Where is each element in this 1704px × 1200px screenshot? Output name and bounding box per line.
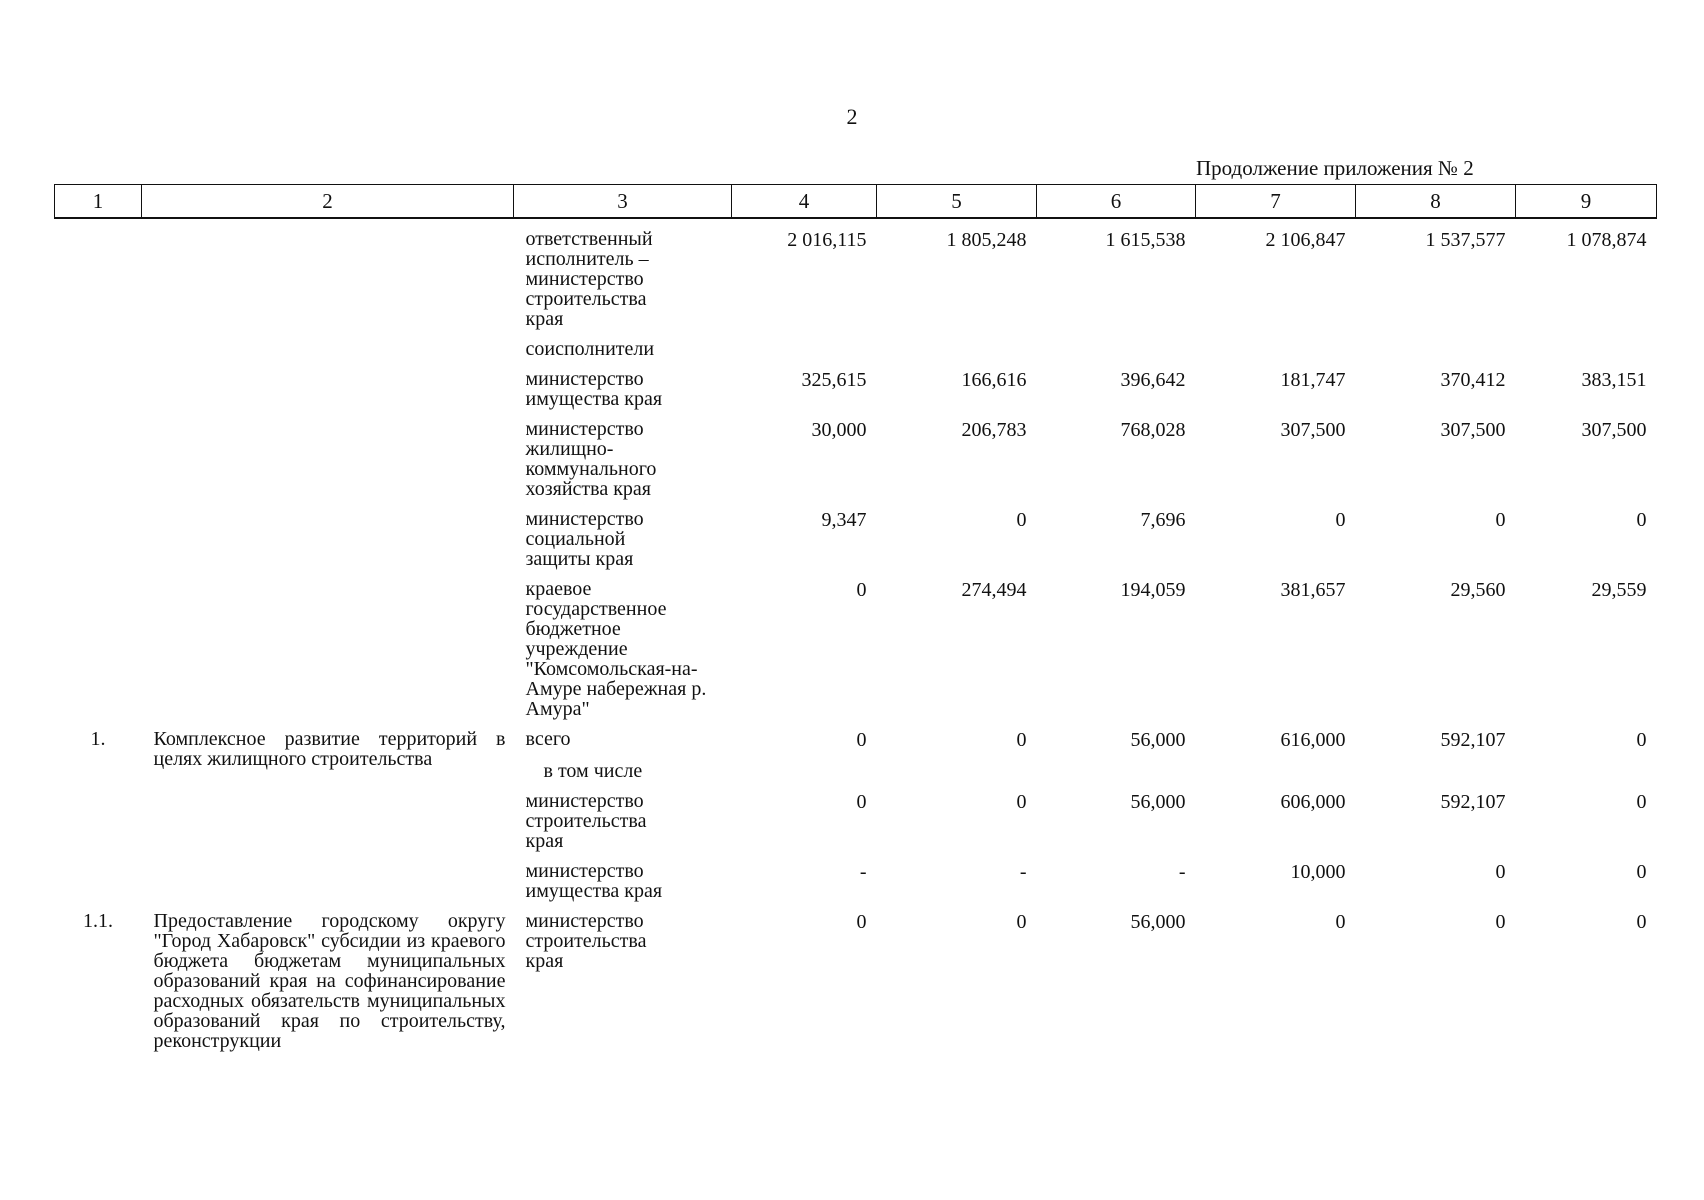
row-index (55, 857, 142, 907)
table-row (55, 218, 1657, 335)
row-value (732, 757, 877, 787)
row-executor: в том числе (543, 760, 643, 782)
row-index (55, 575, 142, 725)
row-executor (514, 218, 732, 335)
row-value: 0 (1495, 911, 1506, 933)
row-value: 1 537,577 (1425, 229, 1506, 251)
row-executor: всего (525, 728, 571, 750)
row-value: 10,000 (1290, 861, 1346, 883)
row-name: Предоставление городскому округу "Город Хабаровск" субсидии из краевого бюджета бюджетам муниципальных образований края на софинансирование расходных обязательств муниципальных образований края по строительству, реконструкции (153, 910, 506, 1052)
header-row (55, 185, 1657, 219)
row-value: 2 106,847 (1265, 229, 1346, 251)
row-executor-text: министерство строительства края (525, 910, 647, 972)
row-executor-text: министерство строительства края (525, 790, 647, 852)
row-value: 0 (1495, 861, 1506, 883)
row-value: 307,500 (1440, 419, 1506, 441)
row-executor: соисполнители (525, 338, 655, 360)
budget-table (54, 184, 1657, 1057)
row-value (877, 757, 1037, 787)
table-row (55, 415, 1657, 505)
header-cell: 6 (1037, 185, 1196, 219)
header-cell: 5 (877, 185, 1037, 219)
row-value: - (859, 861, 867, 883)
row-value: 7,696 (1140, 509, 1186, 531)
row-value: 166,616 (961, 369, 1027, 391)
row-value: 616,000 (1280, 729, 1346, 751)
row-value: 0 (1636, 729, 1647, 751)
row-executor-text: министерство социальной защиты края (525, 508, 644, 570)
row-index: 1. (90, 728, 106, 750)
row-value (1196, 757, 1356, 787)
row-name: Комплексное развитие территорий в целях жилищного строительства (153, 728, 506, 770)
row-value: 2 016,115 (787, 229, 867, 251)
row-value: 0 (1016, 729, 1027, 751)
row-executor (514, 575, 732, 725)
row-value: 0 (1016, 791, 1027, 813)
row-value: 0 (1495, 509, 1506, 531)
continuation-caption: Продолжение приложения № 2 (1196, 156, 1474, 180)
row-value (1356, 335, 1516, 365)
row-value: 30,000 (811, 419, 867, 441)
row-value: 1 078,874 (1566, 229, 1647, 251)
row-name (142, 505, 514, 575)
row-index (55, 415, 142, 505)
row-executor-text: министерство имущества края (525, 860, 663, 902)
row-value: 0 (1636, 911, 1647, 933)
row-index (55, 505, 142, 575)
row-value: 1 615,538 (1105, 229, 1186, 251)
row-value: 0 (1636, 509, 1647, 531)
row-value: 0 (856, 911, 867, 933)
row-index: 1.1. (83, 910, 113, 932)
row-value: 0 (856, 791, 867, 813)
header-cell: 8 (1356, 185, 1516, 219)
row-value: 0 (1636, 791, 1647, 813)
row-value: 0 (856, 729, 867, 751)
row-value: 0 (1016, 911, 1027, 933)
row-index (55, 335, 142, 365)
row-index (55, 757, 142, 787)
row-value: 274,494 (961, 579, 1027, 601)
row-index (55, 365, 142, 415)
row-value: 29,560 (1450, 579, 1506, 601)
row-value: 307,500 (1280, 419, 1346, 441)
row-value: 0 (1335, 911, 1346, 933)
row-value: 381,657 (1280, 579, 1346, 601)
row-executor-text: министерство жилищно-коммунального хозяйства края (525, 418, 657, 500)
row-name (142, 335, 514, 365)
page-number: 2 (846, 104, 858, 129)
row-executor-text: краевое государственное бюджетное учреждение "Комсомольская-на-Амуре набережная р. Амура" (525, 578, 707, 720)
row-index (55, 218, 142, 335)
row-value: 0 (1335, 509, 1346, 531)
row-value: 29,559 (1591, 579, 1647, 601)
row-executor (514, 907, 732, 1057)
row-value: 592,107 (1440, 729, 1506, 751)
row-index (55, 787, 142, 857)
row-executor-text: министерство имущества края (525, 368, 663, 410)
row-value (1037, 757, 1196, 787)
table-row (55, 725, 1657, 757)
row-value: 383,151 (1581, 369, 1647, 391)
row-value: 9,347 (821, 509, 867, 531)
row-value: 56,000 (1130, 791, 1186, 813)
header-cell: 1 (55, 185, 142, 219)
row-value (1196, 335, 1356, 365)
table-row (55, 907, 1657, 1057)
row-value (1037, 335, 1196, 365)
table-row (55, 335, 1657, 365)
row-value: 0 (1016, 509, 1027, 531)
header-cell: 2 (142, 185, 514, 219)
row-value: 325,615 (801, 369, 867, 391)
row-value: 768,028 (1120, 419, 1186, 441)
row-value (877, 335, 1037, 365)
table-row (55, 365, 1657, 415)
row-value: - (1178, 861, 1186, 883)
row-executor (514, 787, 732, 857)
row-value: 396,642 (1120, 369, 1186, 391)
row-name (142, 575, 514, 725)
row-executor-text: ответственный исполнитель – министерство строительства края (525, 228, 653, 330)
row-value: 181,747 (1280, 369, 1346, 391)
row-value: 56,000 (1130, 729, 1186, 751)
row-value (1356, 757, 1516, 787)
row-value: 307,500 (1581, 419, 1647, 441)
header-cell: 7 (1196, 185, 1356, 219)
row-value (1516, 335, 1657, 365)
row-value: 56,000 (1130, 911, 1186, 933)
row-executor (514, 365, 732, 415)
row-value: - (1019, 861, 1027, 883)
header-cell: 9 (1516, 185, 1657, 219)
row-value: 0 (856, 579, 867, 601)
row-value (1516, 757, 1657, 787)
row-value (732, 335, 877, 365)
row-value: 194,059 (1120, 579, 1186, 601)
row-executor (514, 415, 732, 505)
row-executor (514, 505, 732, 575)
row-value: 592,107 (1440, 791, 1506, 813)
row-name (142, 415, 514, 505)
row-value: 206,783 (961, 419, 1027, 441)
row-value: 1 805,248 (946, 229, 1027, 251)
row-value: 370,412 (1440, 369, 1506, 391)
row-value: 0 (1636, 861, 1647, 883)
row-value: 606,000 (1280, 791, 1346, 813)
row-name (142, 365, 514, 415)
header-cell: 4 (732, 185, 877, 219)
row-executor (514, 857, 732, 907)
table-row (55, 575, 1657, 725)
table-row (55, 505, 1657, 575)
header-cell: 3 (514, 185, 732, 219)
row-name (142, 218, 514, 335)
